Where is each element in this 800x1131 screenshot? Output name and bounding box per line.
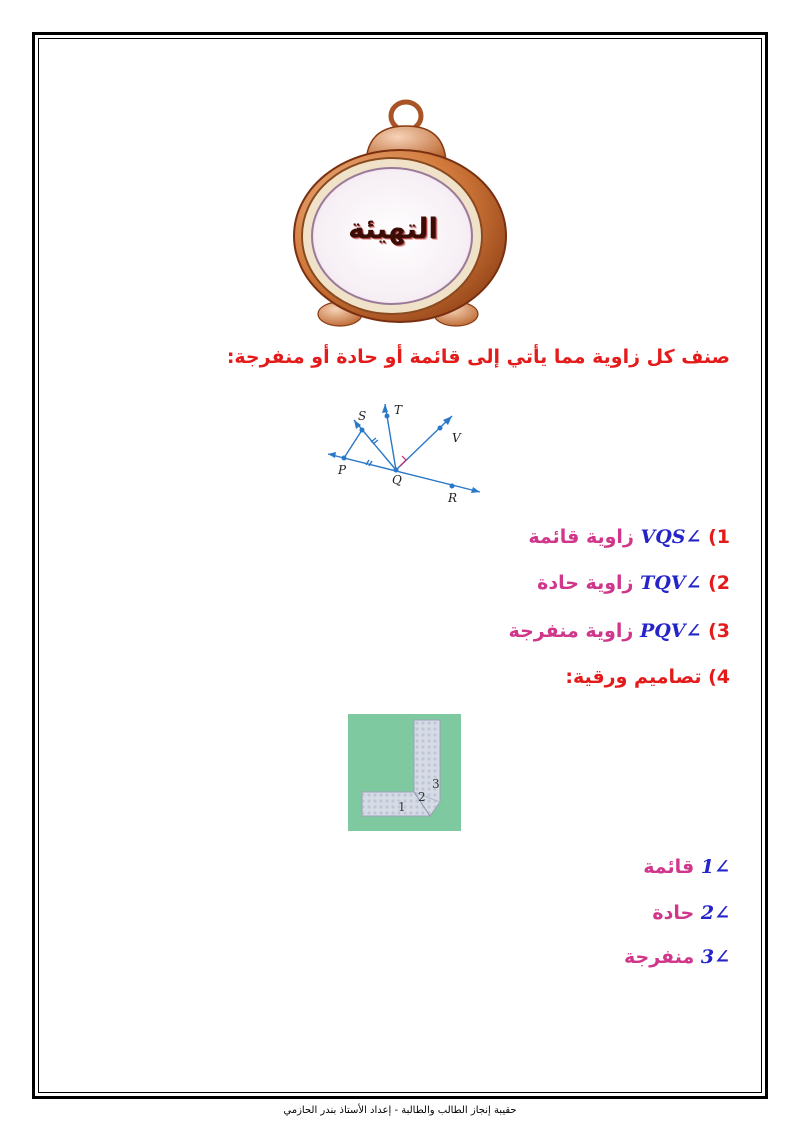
paper-answer-2-text: حادة [652, 902, 695, 924]
item-4-number: 4) [708, 666, 730, 688]
paper-answer-3 [624, 946, 730, 968]
item-4-text: تصاميم ورقية: [565, 666, 702, 688]
item-1-answer: زاوية قائمة [528, 526, 634, 548]
readiness-title: التهيئة [348, 212, 438, 245]
paper-label-2: 2 [418, 790, 426, 804]
item-1 [528, 526, 730, 548]
item-1-number: 1) [708, 526, 730, 548]
label-v: V [452, 431, 461, 445]
page-footer: حقيبة إنجاز الطالب والطالبة - إعداد الأستاذ بندر الحازمي [283, 1105, 517, 1116]
paper-answer-3-angle: ∠3 [700, 946, 730, 968]
item-3 [509, 620, 730, 642]
item-2-answer: زاوية حادة [537, 572, 634, 594]
paper-answer-1 [643, 856, 730, 878]
item-3-number: 3) [708, 620, 730, 642]
label-s: S [358, 409, 367, 423]
paper-answer-2 [652, 902, 730, 924]
item-3-answer: زاوية منفرجة [508, 620, 634, 642]
item-4 [565, 666, 730, 688]
paper-label-3: 3 [432, 777, 440, 791]
item-2 [537, 572, 730, 594]
paper-answer-3-text: منفرجة [623, 946, 695, 968]
item-2-angle: ∠TQV [640, 572, 702, 594]
paper-answer-1-text: قائمة [643, 856, 695, 878]
label-r: R [448, 491, 458, 505]
label-p: P [338, 463, 347, 477]
instruction-text: صنف كل زاوية مما يأتي إلى قائمة أو حادة أو منفرجة: [226, 346, 730, 368]
item-3-angle: ∠PQV [639, 620, 702, 642]
label-q: Q [392, 473, 402, 487]
paper-answer-2-angle: ∠2 [700, 902, 730, 924]
paper-answer-1-angle: ∠1 [700, 856, 730, 878]
angle-figure [322, 398, 492, 508]
paper-design-figure [348, 714, 461, 831]
paper-label-1: 1 [398, 800, 406, 814]
item-2-number: 2) [708, 572, 730, 594]
label-t: T [394, 403, 403, 417]
item-1-angle: ∠VQS [640, 526, 702, 548]
